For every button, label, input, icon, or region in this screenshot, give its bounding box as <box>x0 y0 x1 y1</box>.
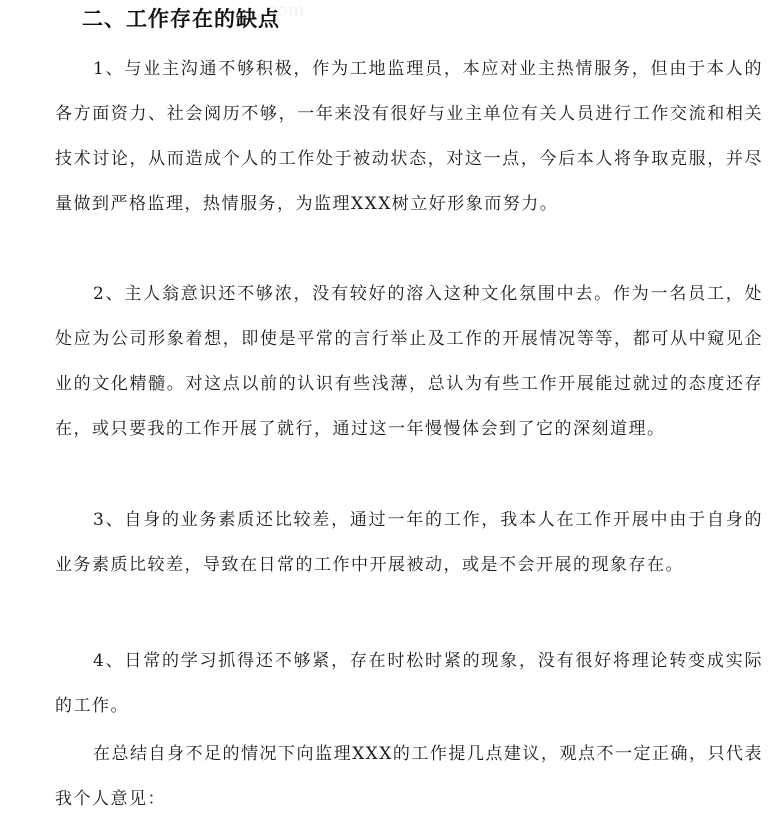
paragraph-shortcoming-3: 3、自身的业务素质还比较差，通过一年的工作，我本人在工作开展中由于自身的业务素质比较差，导致在日常的工作中开展被动，或是不会开展的现象存在。 <box>55 510 763 575</box>
paragraph-suggestions-intro: 在总结自身不足的情况下向监理XXX的工作提几点建议，观点不一定正确，只代表我个人意见： <box>55 744 763 809</box>
watermark: .com <box>262 0 305 20</box>
paragraph-shortcoming-4: 4、日常的学习抓得还不够紧，存在时松时紧的现象，没有很好将理论转变成实际的工作。 <box>55 651 763 716</box>
paragraph-shortcoming-1: 1、与业主沟通不够积极，作为工地监理员，本应对业主热情服务，但由于本人的各方面资力、社会阅历不够，一年来没有很好与业主单位有关人员进行工作交流和相关技术讨论，从而造成个人的工作处于被动状态，对这一点，今后本人将争取克服，并尽量做到严格监理，热情服务，为监理XXX树立好形象而努力。 <box>55 59 763 214</box>
paragraph-shortcoming-2: 2、主人翁意识还不够浓，没有较好的溶入这种文化氛围中去。作为一名员工，处处应为公司形象着想，即使是平常的言行举止及工作的开展情况等等，都可从中窥见企业的文化精髓。对这点以前的认识有些浅薄，总认为有些工作开展能过就过的态度还存在，或只要我的工作开展了就行，通过这一年慢慢体会到了它的深刻道理。 <box>55 284 763 439</box>
section-heading: 二、工作存在的缺点 <box>82 7 280 31</box>
